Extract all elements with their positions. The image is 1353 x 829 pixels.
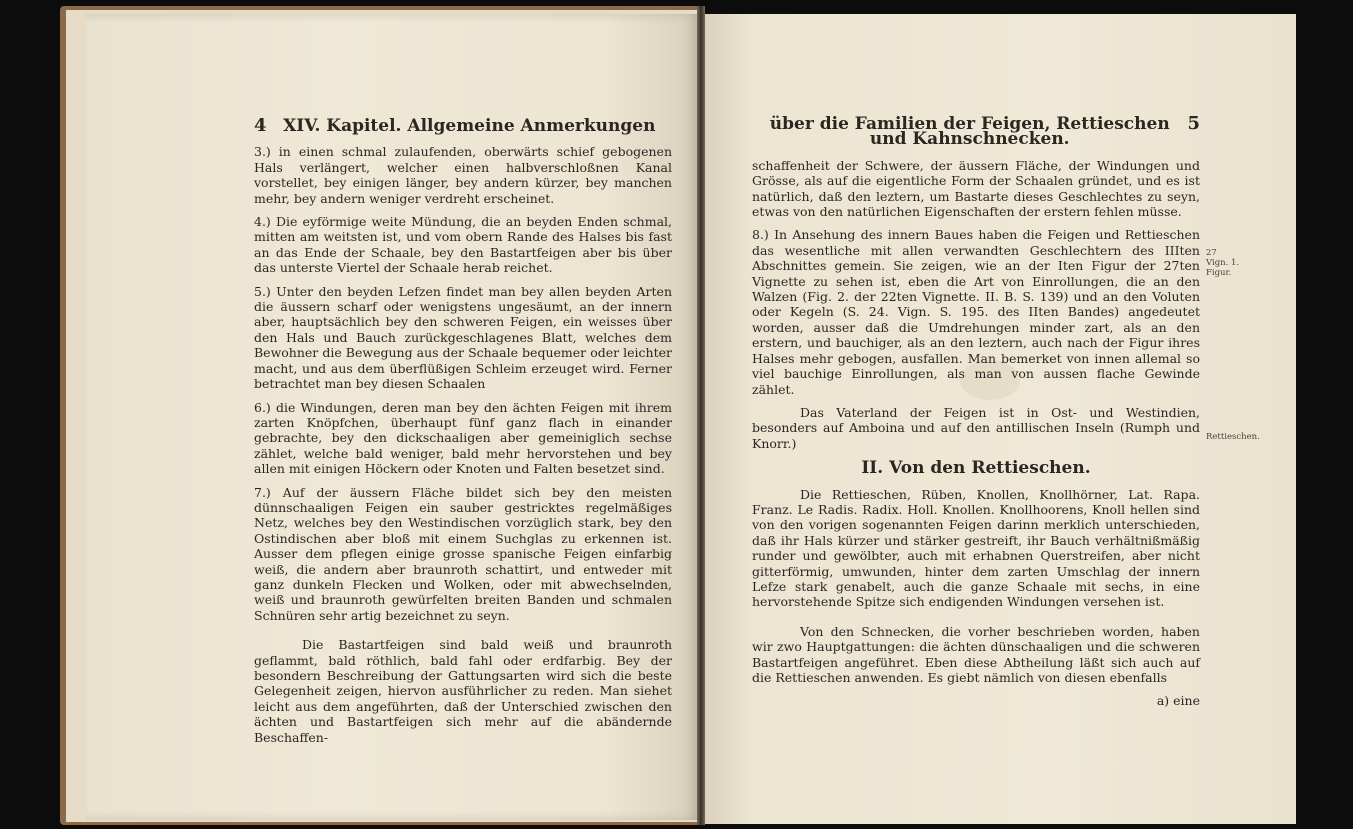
right-running-header	[752, 113, 1200, 150]
closing-paragraph: Die Bastartfeigen sind bald weiß und braunroth geflammt, bald röthlich, bald fahl oder erdfarbig. Bey der besondern Beschreibung der Gattungsarten wird sich die beste Gelegenheit zeigen, hiervon ausführlicher zu reden. Man siehet leicht aus dem angeführten, daß der Unterschied zwischen den ächten und Bastartfeigen sich mehr auf die abändernde Beschaffen-	[254, 637, 672, 745]
margin-note-rettieschen: Rettieschen.	[1206, 432, 1260, 442]
right-page-text	[752, 113, 1200, 709]
right-running-head: über die Familien der Feigen, Rettieschen und Kahnschnecken.	[769, 114, 1170, 150]
catchword: a) eine	[1156, 693, 1200, 709]
rettieschen-paragraph: Die Rettieschen, Rüben, Knollen, Knollhörner, Lat. Rapa. Franz. Le Radis. Radix. Holl. Knollen. Knollhoorens, Knoll hellen sind von den vorigen sogenannten Feigen darinn merklich unterschieden, daß ihr Hals kürzer und stärker gestreift, ihr Bauch verhältnißmäßig runder und gewölbter, auch mit erhabnen Querstreifen, aber nicht gitterförmig, umwunden, hinter dem zarten Umschlag der innern Lefze stark genabelt, auch die ganze Schaale mit sechs, in eine hervorstehende Spitze sich endigenden Windungen versehen ist.	[752, 486, 1200, 610]
right-page-number: 5	[1187, 113, 1200, 134]
left-running-head: XIV. Kapitel. Allgemeine Anmerkungen	[283, 116, 656, 136]
paragraph-7: 7.) Auf der äussern Fläche bildet sich bey den meisten dünnschaaligen Feigen ein sauber gestricktes regelmäßiges Netz, welches bey den Westindischen vorzüglich stark, bey den Ostindischen aber bloß mit einem Suchglas zu erkennen ist. Ausser dem pflegen einige grosse spanische Feigen einfarbig weiß, die andern aber braunroth schattirt, und entweder mit ganz dunkeln Flecken und Wolken, oder mit abwechselnden, weiß und braunroth gewürfelten breiten Banden und schmalen Schnüren sehr artig bezeichnet zu seyn.	[254, 484, 672, 623]
left-page-text	[254, 115, 672, 753]
section-title: II. Von den Rettieschen.	[861, 458, 1091, 479]
schnecken-paragraph: Von den Schnecken, die vorher beschrieben worden, haben wir zwo Hauptgattungen: die ächten dünschaaligen und die schweren Bastartfeigen angeführet. Eben diese Abtheilung läßt sich auch auf die Rettieschen anwenden. Es giebt nämlich von diesen ebenfalls	[752, 623, 1200, 685]
paragraph-continuation: schaffenheit der Schwere, der äussern Fläche, der Windungen und Grösse, als auf die eigentliche Form der Schaalen gründet, und es ist natürlich, daß den leztern, um Bastarte dieses Geschlechtes zu seyn, etwas von den natürlichen Eigenschaften der erstern fehlen müsse.	[752, 157, 1200, 220]
margin-note-vignette: 27 Vign. 1. Figur.	[1206, 248, 1240, 278]
paragraph-8: 8.) In Ansehung des innern Baues haben die Feigen und Rettieschen das wesentliche mit allen verwandten Geschlechtern des IIIten Abschnittes gemein. Sie zeigen, wie an der Iten Figur der 27ten Vignette zu sehen ist, eben die Art von Einrollungen, die an den Walzen (Fig. 2. der 22ten Vignette. II. B. S. 139) und an den Voluten oder Kegeln (S. 24. Vign. S. 195. des IIten Bandes) angedeutet worden, ausser daß die Umdrehungen minder zart, als an den erstern, und bauchiger, als an den leztern, auch nach der Figur ihres Halses mehr gebogen, ausfallen. Man bemerket von innen allemal so viel bauchige Einrollungen, als man von aussen flache Gewinde zählet.	[752, 227, 1200, 397]
left-running-header	[254, 115, 672, 136]
paragraph-5: 5.) Unter den beyden Lefzen findet man bey allen beyden Arten die äussern scharf oder wenigstens ungesäumt, an der innern aber, hauptsächlich bey den schweren Feigen, ein weisses über den Hals und Bauch zurückgeschlagenes Blatt, welches dem Bewohner die Bewegung aus der Schaale bequemer oder leichter macht, und aus dem überflüßigen Schleim erzeuget wird. Ferner betrachtet man bey diesen Schaalen	[254, 283, 672, 392]
vaterland-paragraph: Das Vaterland der Feigen ist in Ost- und Westindien, besonders auf Amboina und auf den antillischen Inseln (Rumph und Knorr.)	[752, 404, 1200, 451]
book-gutter	[697, 6, 705, 825]
paragraph-3: 3.) in einen schmal zulaufenden, oberwärts schief gebogenen Hals verlängert, welcher einen halbverschloßnen Kanal vorstellet, bey einigen länger, bey andern kürzer, bey manchen mehr, bey andern weniger verdreht erscheinet.	[254, 144, 672, 206]
paragraph-4: 4.) Die eyförmige weite Mündung, die an beyden Enden schmal, mitten am weitsten ist, und vom obern Rande des Halses bis fast an das Ende der Schaale, bey den Bastartfeigen aber bis über das unterste Viertel der Schaale herab reichet.	[254, 214, 672, 276]
left-page-number: 4	[254, 115, 267, 136]
paragraph-6: 6.) die Windungen, deren man bey den ächten Feigen mit ihrem zarten Knöpfchen, überhaupt fünf ganz flach in einander gebrachte, bey den dickschaaligen aber gemeiniglich sechse zählet, welche bald weniger, bald mehr hervorstehen und bey allen mit einigen Höckern oder Knoten und Falten besetzet sind.	[254, 399, 672, 477]
